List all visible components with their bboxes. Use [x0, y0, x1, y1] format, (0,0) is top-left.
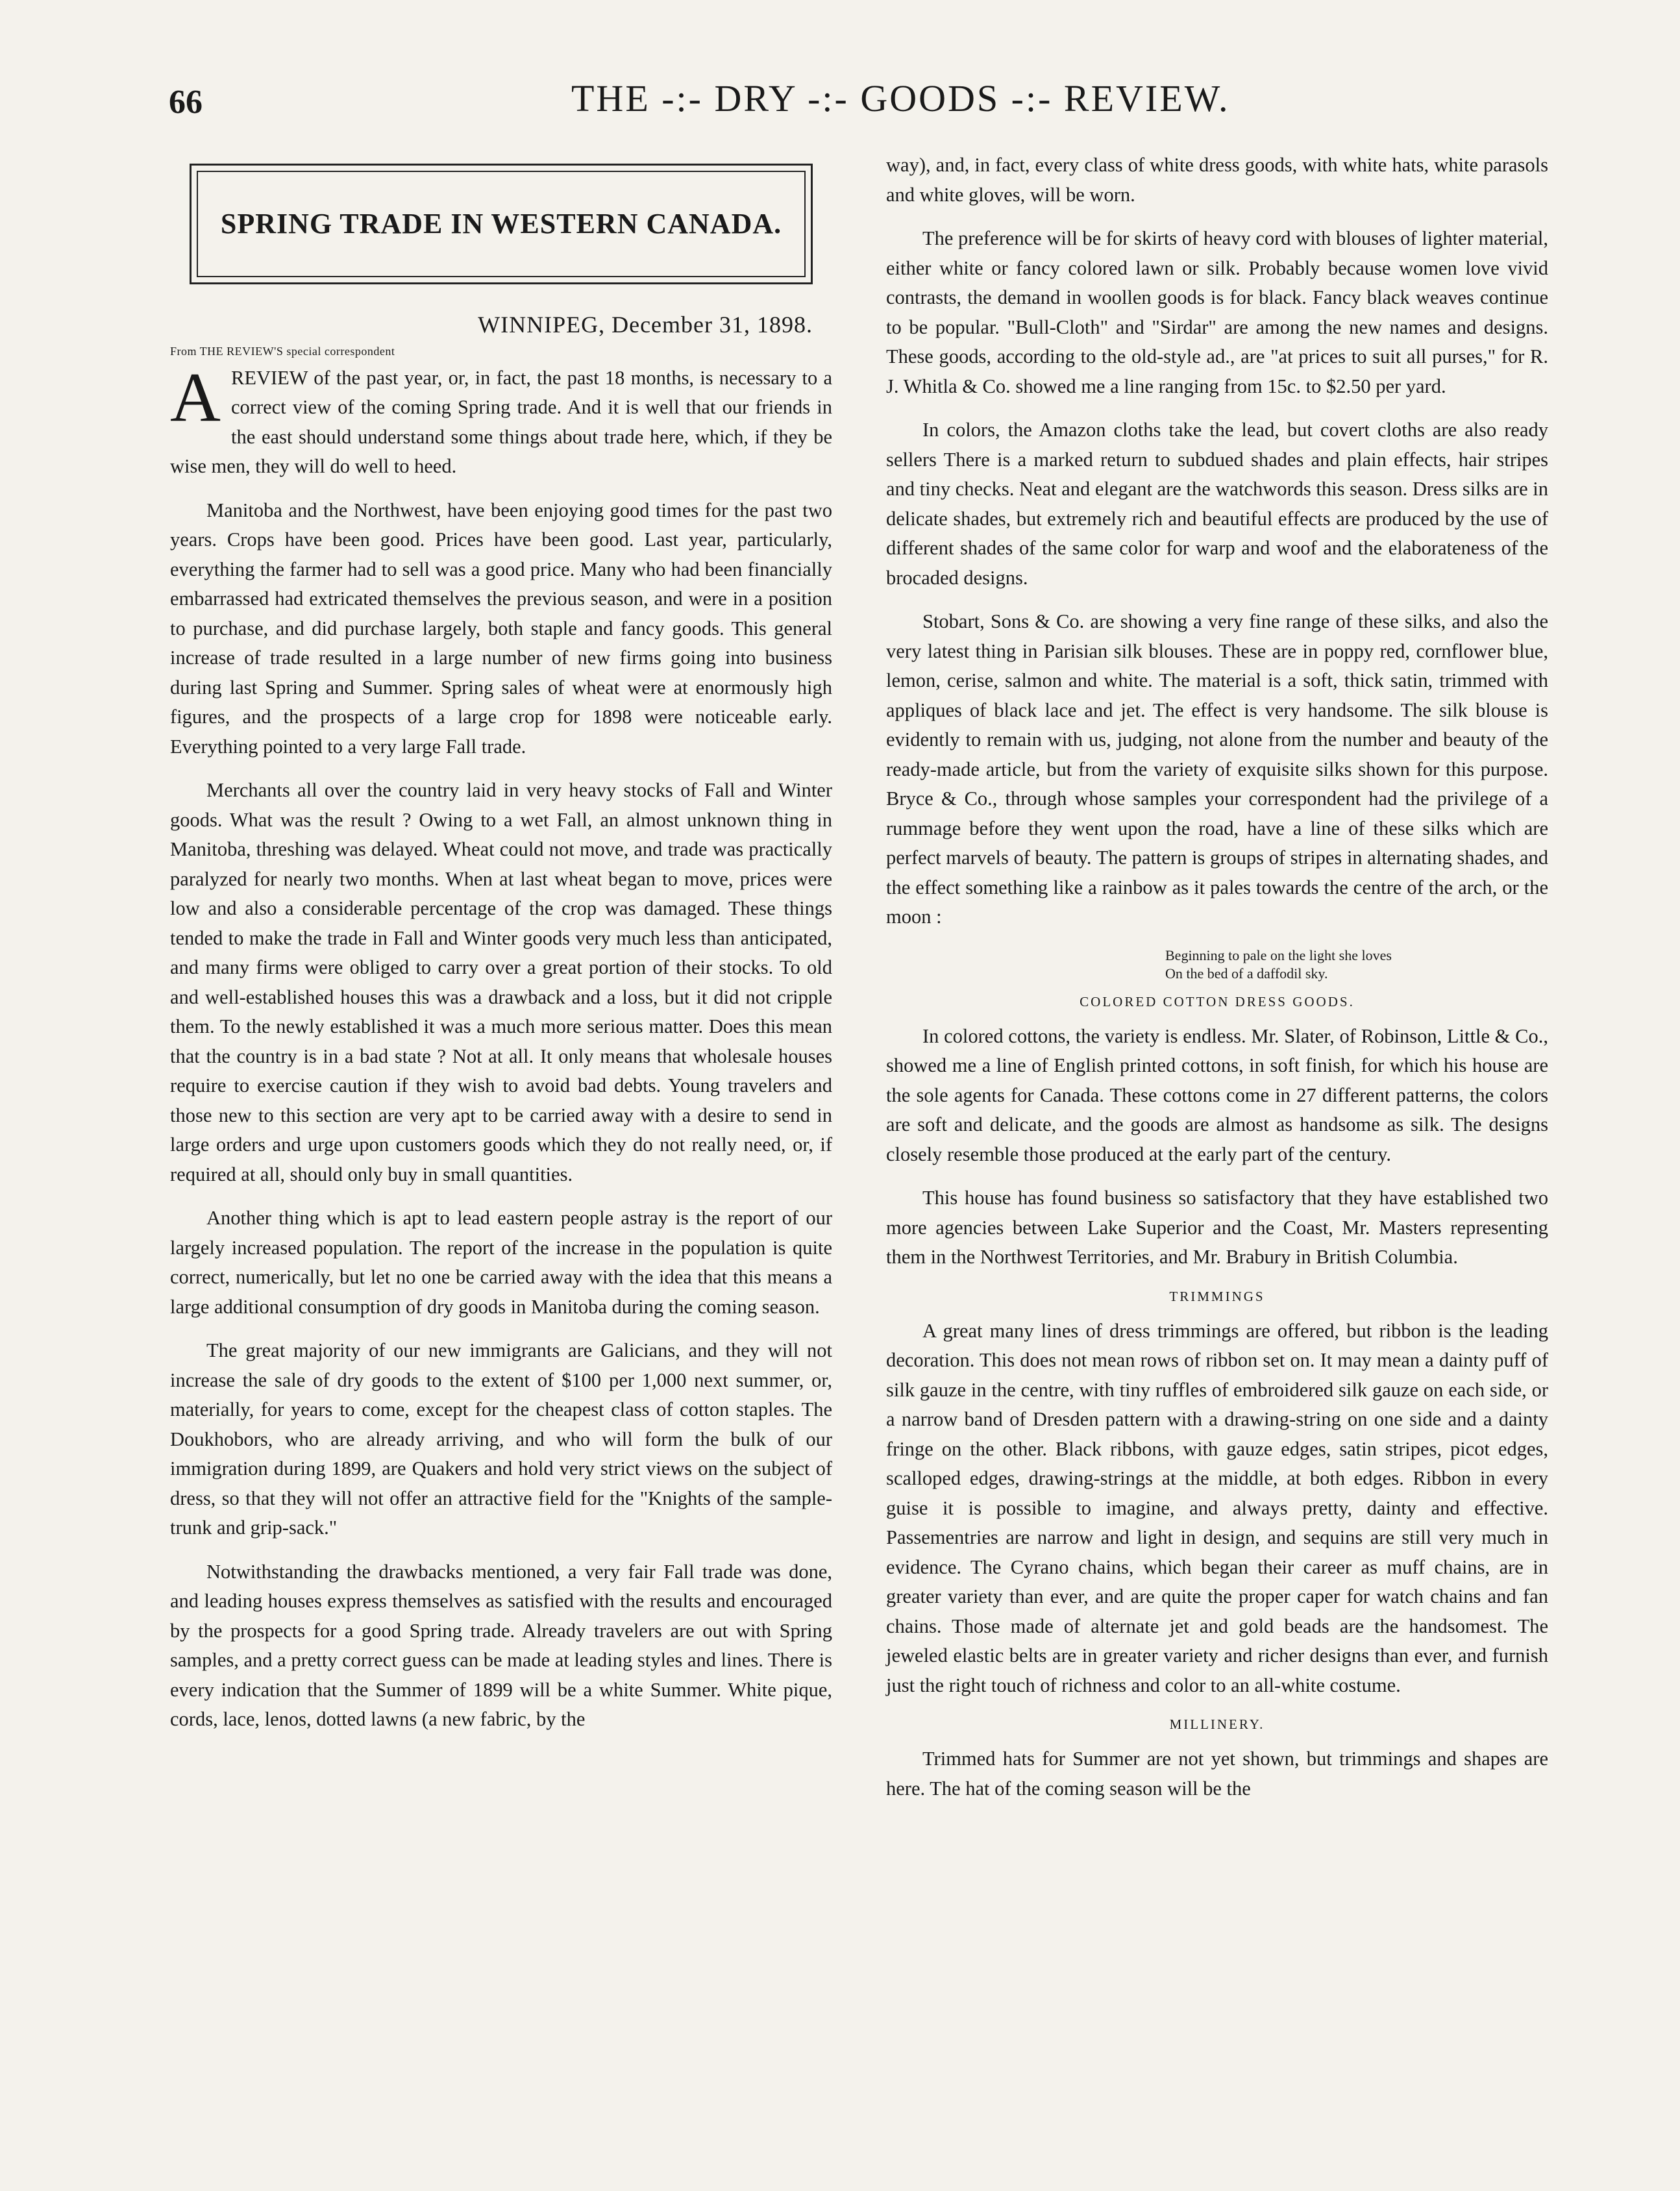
paragraph: Notwithstanding the drawbacks mentioned, a very fair Fall trade was done, and leading houses express themselves as satisfied with the results and encouraged by the prospects for a good Spring trade. Already travelers are out with Spring samples, and a pretty correct guess can be made at leading styles and lines. There is every indication that the Summer of 1899 will be a white Summer. White pique, cords, lace, lenos, dotted lawns (a new fabric, by the: [170, 1560, 832, 1730]
subhead-trimmings: TRIMMINGS: [1169, 1288, 1265, 1304]
page-header: [169, 77, 1564, 135]
paragraph: A great many lines of dress trimmings are offered, but ribbon is the leading decoration. This does not mean rows of ribbon set on. It may mean a dainty puff of silk gauze in the centre, with tiny ruffles of embroidered silk gauze on each side, or a narrow band of Dresden pattern with a drawing-string on one side and a dainty fringe on the other. Black ribbons, with gauze edges, satin stripes, picot edges, scalloped edges, drawing-strings at the middle, at both edges. Ribbon in every guise it is possible to imagine, and always pretty, dainty and effective. Passementries are narrow and light in design, and sequins are still very much in evidence. The Cyrano chains, which began their career as muff chains, are in greater variety than ever, and are quite the proper caper for watch chains and fan chains. Those made of alternate jet and gold beads are the handsomest. The jeweled elastic belts are in greater variety and richer designs than ever, and furnish just the right touch of richness and color to an all-white costume.: [886, 1319, 1548, 1696]
subhead-millinery: MILLINERY.: [1169, 1716, 1265, 1732]
left-column: [170, 151, 832, 1749]
paragraph: In colored cottons, the variety is endless. Mr. Slater, of Robinson, Little & Co., showed me a line of English printed cottons, in soft finish, for which his house are the sole agents for Canada. These cottons come in 27 different patterns, the colors are soft and delicate, and the goods are almost as handsome as silk. The designs closely resemble those produced at the early part of the century.: [886, 1024, 1548, 1165]
right-column: [886, 151, 1548, 1818]
subhead-cottons: COLORED COTTON DRESS GOODS.: [1080, 993, 1355, 1009]
verse-line: On the bed of a daffodil sky.: [1165, 965, 1328, 982]
dateline: WINNIPEG, December 31, 1898.: [478, 312, 813, 338]
paragraph: The great majority of our new immigrants are Galicians, and they will not increase the sale of dry goods to the extent of $100 per 1,000 next summer, or, materially, for years to come, except for the cheapest class of cotton staples. The Doukhobors, who are already arriving, and who will form the bulk of our immigration during 1899, are Quakers and hold very strict views on the subject of dress, so that they will not offer an attractive field for the "Knights of the sample-trunk and grip-sack.": [170, 1339, 832, 1539]
running-title: THE -:- DRY -:- GOODS -:- REVIEW.: [571, 77, 1230, 119]
paragraph: The preference will be for skirts of heavy cord with blouses of lighter material, either white or fancy colored lawn or silk. Probably because women love vivid contrasts, the demand in woollen goods is for black. Fancy black weaves continue to be popular. "Bull-Cloth" and "Sirdar" are among the new names and designs. These goods, according to the old-style ad., are "at prices to suit all purses," for R. J. Whitla & Co. showed me a line ranging from 15c. to $2.50 per yard.: [886, 227, 1548, 397]
title-box: [190, 164, 813, 284]
article-title: SPRING TRADE IN WESTERN CANADA.: [220, 208, 782, 240]
paragraph: Trimmed hats for Summer are not yet shown, but trimmings and shapes are here. The hat of the coming season will be the: [886, 1748, 1548, 1800]
paragraph: way), and, in fact, every class of white dress goods, with white hats, white parasols and white gloves, will be worn.: [886, 154, 1548, 206]
verse-line: Beginning to pale on the light she loves: [1165, 947, 1392, 963]
paragraph: Merchants all over the country laid in very heavy stocks of Fall and Winter goods. What was the result ? Owing to a wet Fall, an almost unknown thing in Manitoba, threshing was delayed. Wheat could not move, and trade was practically paralyzed for nearly two months. When at last wheat began to move, prices were low and also a considerable percentage of the crop was damaged. These things tended to make the trade in Fall and Winter goods very much less than anticipated, and many firms were obliged to carry over a great portion of their stocks. To old and well-established houses this was a drawback and a loss, but it did not cripple them. To the newly established it was a much more serious matter. Does this mean that the country is in a bad state ? Not at all. It only means that wholesale houses require to exercise caution if they wish to avoid bad debts. Young travelers and those new to this section are very apt to be carried away with a desire to send in large orders and urge upon customers goods which they do not really need, or, if required at all, should only buy in small quantities.: [170, 779, 832, 1185]
paragraph: Stobart, Sons & Co. are showing a very fine range of these silks, and also the very latest thing in Parisian silk blouses. These are in poppy red, cornflower blue, lemon, cerise, salmon and white. The material is a soft, thick satin, trimmed with appliques of black lace and jet. The effect is very handsome. The silk blouse is evidently to remain with us, judging, not alone from the number and beauty of the ready-made article, but from the variety of exquisite silks shown for this purpose. Bryce & Co., through whose samples your correspondent had the privilege of a rummage before they went upon the road, have a line of these silks which are perfect marvels of beauty. The pattern is groups of stripes in alternating shades, and the effect something like a rainbow as it pales towards the centre of the arch, or the moon :: [886, 610, 1548, 928]
paragraph: Another thing which is apt to lead eastern people astray is the report of our largely increased population. The report of the increase in the population is quite correct, numerically, but let no one be carried away with the idea that this means a large additional consumption of dry goods in Manitoba during the coming season.: [170, 1207, 832, 1318]
drop-cap: A: [170, 358, 221, 436]
paragraph: In colors, the Amazon cloths take the lead, but covert cloths are also ready sellers There is a marked return to subdued shades and plain effects, hair stripes and tiny checks. Neat and elegant are the watchwords this season. Dress silks are in delicate shades, but extremely rich and beautiful effects are produced by the use of different shades of the same color for warp and woof and the elaborateness of the brocaded designs.: [886, 419, 1548, 589]
paragraph: This house has found business so satisfactory that they have established two more agencies between Lake Superior and the Coast, Mr. Masters representing them in the Northwest Territories, and Mr. Brabury in British Columbia.: [886, 1187, 1548, 1268]
paragraph: Manitoba and the Northwest, have been enjoying good times for the past two years. Crops have been good. Prices have been good. Last year, particularly, everything the farmer had to sell was a good price. Many who had been financially embarrassed had extricated themselves the previous season, and were in a position to purchase, and did purchase largely, both staple and fancy goods. This general increase of trade resulted in a large number of new firms going into business during last Spring and Summer. Spring sales of wheat were at enormously high figures, and the prospects of a large crop for 1898 were noticeable early. Everything pointed to a very large Fall trade.: [170, 499, 832, 758]
page-number: 66: [169, 84, 203, 121]
byline: From THE REVIEW'S special correspondent: [170, 344, 395, 358]
lead-paragraph: A REVIEW of the past year, or, in fact, the past 18 months, is necessary to a correct view of the coming Spring trade. And it is well that our friends in the east should understand some things about trade here, which, if they be wise men, they will do well to heed.: [170, 358, 832, 477]
verse-quote: [886, 947, 1548, 983]
